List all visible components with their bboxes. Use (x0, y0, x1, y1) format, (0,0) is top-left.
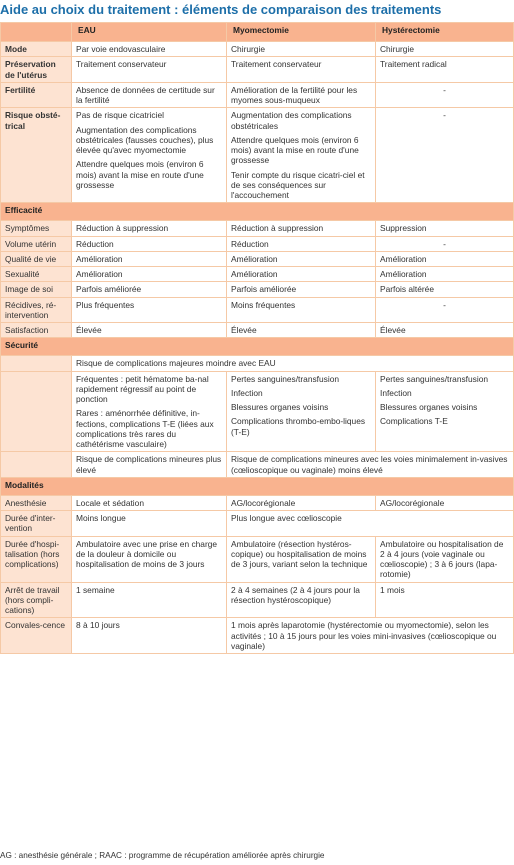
cell-myo: AG/locorégionale (227, 495, 376, 510)
cell-myo: 2 à 4 semaines (2 à 4 jours pour la résection hystéroscopique) (227, 582, 376, 618)
row-label: Récidives, ré-intervention (1, 297, 72, 323)
cell-hyst: Traitement radical (376, 57, 514, 83)
cell-paragraph: Augmentation des complications obstétricales (231, 110, 352, 131)
header-corner (1, 23, 72, 42)
row-label-empty (1, 452, 72, 478)
cell-hyst: - (376, 236, 514, 251)
table-row (1, 267, 514, 282)
cell-paragraph: Blessures organes voisins (231, 402, 329, 412)
cell-eau: Risque de complications mineures plus élevé (72, 452, 227, 478)
cell-eau: Ambulatoire avec une prise en charge de la douleur à domicile ou hospitalisation de moins de 3 jours (72, 536, 227, 582)
cell-eau (72, 371, 227, 452)
cell-eau: Parfois améliorée (72, 282, 227, 297)
cell-myo: Réduction (227, 236, 376, 251)
cell-hyst: 1 mois (376, 582, 514, 618)
cell-hyst: - (376, 297, 514, 323)
row-label: Satisfaction (1, 323, 72, 338)
cell-eau: Réduction à suppression (72, 221, 227, 236)
cell-myo: Moins fréquentes (227, 297, 376, 323)
cell-myo: Réduction à suppression (227, 221, 376, 236)
cell-hyst: Ambulatoire ou hospitalisation de 2 à 4 jours (voie vaginale ou cœlioscopie) ; 3 à 6 jours (lapa-rotomie) (376, 536, 514, 582)
row-label-empty (1, 371, 72, 452)
cell-eau: 8 à 10 jours (72, 618, 227, 654)
cell-eau: Traitement conservateur (72, 57, 227, 83)
cell-myo: Amélioration (227, 251, 376, 266)
footnote: AG : anesthésie générale ; RAAC : programme de récupération améliorée après chirurgie (0, 851, 325, 860)
table-row (1, 82, 514, 108)
table-row (1, 251, 514, 266)
row-label: Préservation de l'utérus (1, 57, 72, 83)
cell-autres: Plus longue avec cœlioscopie (227, 511, 514, 537)
cell-paragraph: Tenir compte du risque cicatri-ciel et de ses conséquences sur l'accouchement (231, 169, 365, 200)
row-label: Image de soi (1, 282, 72, 297)
table-row (1, 371, 514, 452)
section-modalites: Modalités (1, 477, 514, 495)
section-row (1, 338, 514, 356)
table-row (1, 323, 514, 338)
row-label: Risque obsté-trical (1, 108, 72, 203)
table-row (1, 356, 514, 371)
cell-paragraph: Rares : aménorrhée définitive, in-fections, complications T-E (liées aux complications très rares du cathétérisme vasculaire) (76, 408, 214, 449)
cell-paragraph: Attendre quelques mois (environ 6 mois) avant la mise en route d'une grossesse (76, 159, 204, 190)
cell-paragraph: Fréquentes : petit hématome ba-nal rapidement régressif au point de ponction (76, 373, 209, 404)
cell-eau: Réduction (72, 236, 227, 251)
cell-myo: Parfois améliorée (227, 282, 376, 297)
section-row (1, 203, 514, 221)
cell-eau: Amélioration (72, 251, 227, 266)
header-hysterectomie: Hystérectomie (376, 23, 514, 42)
cell-myo (227, 371, 376, 452)
section-efficacite: Efficacité (1, 203, 514, 221)
cell-hyst: AG/locorégionale (376, 495, 514, 510)
cell-eau: Par voie endovasculaire (72, 42, 227, 57)
table-row (1, 452, 514, 478)
cell-autres: Risque de complications mineures avec les voies minimalement in-vasives (cœlioscopique ou vaginale) moins élevé (227, 452, 514, 478)
cell-hyst: Amélioration (376, 267, 514, 282)
header-row (1, 23, 514, 42)
cell-eau: 1 semaine (72, 582, 227, 618)
cell-paragraph: Pertes sanguines/transfusion (231, 373, 340, 384)
row-label: Durée d'hospi-talisation (hors complications) (1, 536, 72, 582)
table-row (1, 582, 514, 618)
cell-eau: Amélioration (72, 267, 227, 282)
cell-hyst: Parfois altérée (376, 282, 514, 297)
section-securite: Sécurité (1, 338, 514, 356)
cell-myo (227, 108, 376, 203)
cell-paragraph: Complications thrombo-embo-liques (T-E) (231, 416, 366, 437)
table-row (1, 57, 514, 83)
cell-myo: Amélioration de la fertilité pour les myomes sous-muqueux (227, 82, 376, 108)
cell-paragraph: Pertes sanguines/transfusion (380, 373, 489, 384)
cell-myo: Traitement conservateur (227, 57, 376, 83)
cell-paragraph: Complications T-E (380, 416, 448, 427)
table-row (1, 42, 514, 57)
cell-paragraph: Augmentation des complications obstétricales (fausses couches), plus élevée qu'avec myomectomie (76, 124, 214, 155)
row-label: Arrêt de travail (hors compli-cations) (1, 582, 72, 618)
cell-eau: Locale et sédation (72, 495, 227, 510)
row-label: Symptômes (1, 221, 72, 236)
cell-paragraph: Attendre quelques mois (environ 6 mois) avant la mise en route d'une grossesse (231, 134, 359, 166)
cell-myo: Chirurgie (227, 42, 376, 57)
cell-myo: Amélioration (227, 267, 376, 282)
section-row (1, 477, 514, 495)
cell-eau: Absence de données de certitude sur la fertilité (72, 82, 227, 108)
cell-majeures: Risque de complications majeures moindre avec EAU (72, 356, 514, 371)
cell-hyst: Élevée (376, 323, 514, 338)
row-label: Volume utérin (1, 236, 72, 251)
table-row (1, 236, 514, 251)
row-label: Fertilité (1, 82, 72, 108)
cell-eau: Moins longue (72, 511, 227, 537)
table-row (1, 297, 514, 323)
table-row (1, 108, 514, 203)
table-row (1, 618, 514, 654)
cell-paragraph: Blessures organes voisins (380, 402, 478, 412)
table-row (1, 282, 514, 297)
cell-hyst (376, 371, 514, 452)
row-label: Anesthésie (1, 495, 72, 510)
row-label: Sexualité (1, 267, 72, 282)
row-label: Convales-cence (1, 618, 72, 654)
comparison-table (0, 22, 514, 654)
cell-hyst: Chirurgie (376, 42, 514, 57)
row-label: Durée d'inter-vention (1, 511, 72, 537)
table-row (1, 536, 514, 582)
row-label: Qualité de vie (1, 251, 72, 266)
cell-hyst: Suppression (376, 221, 514, 236)
header-myomectomie: Myomectomie (227, 23, 376, 42)
cell-paragraph: Infection (380, 387, 412, 398)
row-label: Mode (1, 42, 72, 57)
header-eau: EAU (72, 23, 227, 42)
cell-hyst: - (376, 82, 514, 108)
cell-paragraph: Pas de risque cicatriciel (76, 110, 164, 121)
cell-hyst: Amélioration (376, 251, 514, 266)
cell-myo: Élevée (227, 323, 376, 338)
table-row (1, 495, 514, 510)
cell-eau: Plus fréquentes (72, 297, 227, 323)
cell-hyst: - (376, 108, 514, 203)
cell-eau: Élevée (72, 323, 227, 338)
cell-eau (72, 108, 227, 203)
table-row (1, 221, 514, 236)
cell-myo: Ambulatoire (résection hystéros-copique) ou hospitalisation de moins de 3 jours, variant selon la technique (227, 536, 376, 582)
page-title: Aide au choix du traitement : éléments de comparaison des traitements (0, 2, 442, 17)
cell-paragraph: Infection (231, 387, 263, 398)
row-label-empty (1, 356, 72, 371)
table-row (1, 511, 514, 537)
cell-autres: 1 mois après laparotomie (hystérectomie ou myomectomie), selon les activités ; 10 à 15 jours pour les voies mini-invasives (cœlioscopique ou vaginale) (227, 618, 514, 654)
